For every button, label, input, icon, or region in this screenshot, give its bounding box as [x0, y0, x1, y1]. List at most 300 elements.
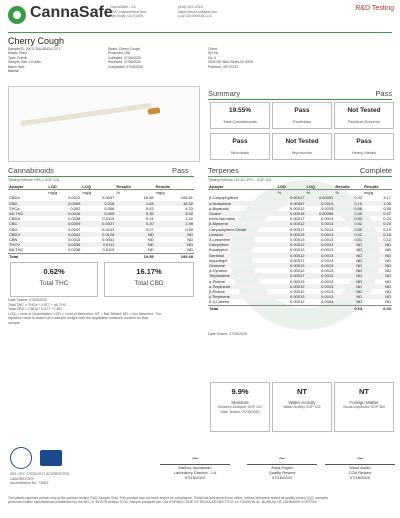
table-cell: α-Terpinene	[208, 284, 277, 289]
table-cell: α-Pinene	[209, 278, 226, 284]
table-cell: ND	[356, 257, 363, 263]
table-cell: 3.17	[383, 195, 391, 201]
table-cell: 0.00055	[305, 211, 334, 216]
table-cell: Isopulegol	[209, 257, 228, 263]
table-cell: 0.20	[115, 221, 154, 226]
signature-image: ~	[191, 454, 199, 464]
table-cell: Guaiol	[208, 211, 277, 216]
table-cell: 0.0013	[321, 289, 334, 295]
table-cell: 2.42	[185, 216, 193, 222]
table-cell: CBDA	[9, 216, 21, 222]
table-cell: 0.39	[115, 211, 154, 216]
card-value: Pass	[294, 107, 310, 114]
table-cell: γ-Terpinene	[208, 294, 277, 299]
table-cell: 0.00017	[277, 273, 306, 278]
table-cell: δ-Limonene	[209, 237, 231, 243]
table-cell: 0.0013	[321, 237, 334, 243]
table-cell: ND	[155, 242, 194, 247]
table-cell: 0.00013	[289, 237, 305, 243]
table-cell: ND	[363, 294, 392, 299]
table-cell: 0.24	[383, 216, 391, 222]
table-cell: ND	[385, 268, 391, 274]
table-cell: THCV	[8, 242, 47, 247]
table-cell: ND	[115, 232, 154, 237]
table-cell: ND	[147, 247, 154, 253]
table-cell: 0.0013	[321, 268, 334, 274]
info-line: Batch#:	[8, 69, 20, 74]
cannabinoids-notes	[8, 298, 202, 326]
lab-contact	[178, 5, 217, 19]
column-header: LOD	[47, 184, 81, 190]
table-cell: 165.81	[180, 195, 193, 201]
cannabinoids-title: Cannabinoids	[8, 166, 54, 175]
footer-line: performed within specifications established by the BCC in 16 CCR section 5730. Sample prepared per CALIFORNIA CODE OF REGULATIONS TITLE 16, DIVISION 42. BUREAU OF CANNABIS CONTROL	[8, 500, 318, 505]
table-cell: 0.00012	[289, 289, 305, 295]
table-cell: 0.0013	[321, 278, 334, 284]
table-cell: Δ8-THC	[9, 247, 24, 253]
summary-divider	[208, 99, 392, 100]
signature-image: ~	[278, 454, 286, 464]
extra-date: Date Tested: 07/09/2020	[220, 409, 260, 414]
pjla-logo-icon	[40, 450, 62, 466]
table-cell: 1.63	[115, 201, 154, 206]
table-cell: ND	[147, 237, 154, 243]
table-cell: 0.0115	[102, 216, 115, 222]
signer-title: Laboratory Director - LA	[173, 469, 217, 475]
table-cell: 0.20	[363, 221, 392, 226]
table-cell: Δ9-THC	[8, 211, 47, 216]
signature-block	[160, 454, 230, 480]
extra-value: NT	[359, 387, 369, 396]
unit-cell: mg/g	[364, 190, 374, 196]
table-cell: Terpinolene	[208, 273, 277, 278]
table-cell: 0.01	[354, 237, 363, 243]
table-cell: ND	[363, 263, 392, 268]
table-cell: 0.00013	[277, 294, 306, 299]
report-type: R&D Testing	[355, 5, 394, 12]
column-header: Analyte	[8, 184, 47, 190]
leaf-logo-icon	[8, 6, 26, 24]
table-cell: 0.00012	[289, 205, 305, 211]
table-cell: ND	[363, 242, 392, 247]
table-cell: 0.0115	[102, 247, 115, 253]
terpenes-date: Date Tested: 07/08/2020	[208, 332, 248, 336]
summary-card	[272, 133, 332, 160]
moisture-box	[210, 382, 270, 432]
column-header: LOD	[277, 184, 306, 190]
column-header: LOQ	[305, 184, 334, 190]
table-cell: ND	[334, 253, 363, 258]
sign-date: 07/16/2020	[349, 474, 371, 480]
header-divider	[8, 32, 392, 33]
table-cell: 0.0041	[102, 237, 115, 243]
table-cell: Camphene	[208, 242, 277, 247]
summary-card	[210, 133, 270, 160]
table-cell: ND	[356, 289, 363, 295]
summary-status: Pass	[375, 89, 392, 98]
table-cell: 0.00017	[289, 226, 305, 232]
table-cell: Eucalyptol	[209, 247, 228, 253]
summary-title: Summary	[208, 89, 241, 98]
note-line: sample.	[8, 320, 21, 325]
total-cbd-label: Total CBD	[134, 280, 164, 287]
unit-cell: %	[277, 190, 282, 196]
table-cell: 0.018	[81, 201, 115, 206]
table-cell: ND	[385, 278, 391, 284]
table-cell: 0.0013	[321, 226, 334, 232]
info-line: SN Inc	[208, 51, 219, 56]
table-cell: 0.0111	[81, 242, 115, 247]
table-cell: 0.0013	[305, 253, 334, 258]
info-line: Sample ID: 2007CSALA8424.7071	[8, 47, 61, 51]
terpenes-status: Complete	[359, 166, 392, 175]
table-cell: 0.05	[334, 211, 363, 216]
cannabinoids-method: Testing method: HPLC-SOP 101	[8, 178, 60, 182]
table-cell: 0.0013	[305, 201, 334, 206]
table-cell: CBC	[8, 221, 47, 226]
card-value: Not Tested	[347, 107, 381, 114]
table-cell: 1.99	[155, 221, 194, 226]
table-cell: 0.0013	[321, 257, 334, 263]
extra-label: Foreign Matter	[349, 400, 379, 405]
extra-label: Moisture	[231, 400, 249, 405]
card-value: Not Tested	[285, 138, 319, 145]
total-thc-box	[10, 262, 98, 297]
accreditation-line: Accreditation No. 73653	[10, 481, 49, 486]
table-cell: 0.0027	[81, 221, 115, 226]
info-line: Completed: 07/16/2020	[108, 64, 144, 69]
signer-name: Musa Aman	[349, 464, 371, 470]
table-cell: 0.00057	[277, 201, 306, 206]
terpenes-method: Testing method: HS-GC-FID – SOP 201	[208, 178, 272, 182]
table-cell: ND	[385, 257, 391, 263]
table-cell: 0.0004	[321, 299, 334, 305]
total-cbd-value: 16.17%	[136, 267, 162, 276]
table-cell: 0.0126	[81, 232, 115, 237]
table-cell: 0.0013	[321, 247, 334, 253]
table-cell: 0.00051	[318, 195, 334, 201]
total-thc-label: Total THC	[39, 280, 69, 287]
table-cell: 0.00012	[277, 253, 306, 258]
table-cell: ND	[115, 242, 154, 247]
table-cell: 3.92	[155, 211, 194, 216]
table-cell: 0.02	[334, 221, 363, 226]
table-cell: 0.02	[354, 226, 363, 232]
signature-block	[325, 454, 395, 480]
table-cell: 0.12	[383, 237, 391, 243]
column-header: Analyte	[208, 184, 277, 190]
total-cell	[81, 253, 115, 259]
unit-cell: %	[306, 190, 311, 196]
contact-line: (818) 922-2416	[178, 5, 203, 9]
accreditation-seal-icon	[10, 447, 32, 469]
card-value: Pass	[232, 138, 248, 145]
total-cell: Total	[8, 253, 47, 259]
column-header: Results	[363, 184, 392, 190]
foreign-matter-box	[334, 382, 394, 432]
table-cell: ND	[334, 242, 363, 247]
total-row	[208, 305, 392, 311]
table-cell: 0.0042	[47, 232, 81, 237]
table-cell: ND	[334, 294, 363, 299]
cannabinoids-divider	[8, 176, 194, 177]
table-cell: CBN	[9, 237, 18, 243]
sample-name: Cherry Cough	[8, 36, 65, 46]
table-cell: 0.0037	[102, 195, 115, 201]
extra-value: NT	[297, 387, 307, 396]
table-cell: 0.0013	[305, 242, 334, 247]
table-cell: ND	[187, 247, 193, 253]
signer-title: Quality Review	[268, 469, 296, 475]
info-line: Received: 07/06/2020	[108, 60, 141, 65]
extra-method: Visual Inspection SOP 600	[342, 405, 386, 409]
table-cell: β-Myrcene	[208, 221, 277, 226]
card-value: 19.55%	[228, 107, 252, 114]
extra-method: Moisture Analyzer SOP 131	[217, 405, 263, 409]
table-cell: 0.07	[145, 226, 154, 232]
accreditation-line: ISO / IEC 17025:2017 ACCREDITED	[10, 472, 70, 476]
table-cell: ND	[155, 232, 194, 237]
note-line: LOQ = Limit of Quantitation; LOD = Limit of Detection; NT = Not Tested; ND = Not Detected. The	[8, 311, 162, 316]
table-cell: β-Caryophyllene	[209, 195, 239, 201]
unit-cell: %	[116, 190, 120, 196]
table-cell: 0.0012	[68, 195, 81, 201]
table-cell: ND	[385, 289, 391, 295]
table-cell: ND	[363, 253, 392, 258]
total-thc-value: 0.62%	[43, 267, 65, 276]
terpenes-table	[208, 184, 392, 311]
signature-block	[247, 454, 317, 480]
table-cell: 0.10	[334, 201, 363, 206]
table-cell: ND	[356, 268, 363, 274]
unit-cell: %	[335, 190, 339, 196]
info-line: Portland, OR 97220	[208, 64, 238, 69]
extra-value: 9.9%	[231, 387, 249, 396]
extra-method: Water Activity SOP 102	[283, 405, 321, 409]
table-cell: 0.00013	[277, 263, 306, 268]
total-cell	[277, 305, 306, 311]
table-cell: 16.32	[155, 201, 194, 206]
signer-name: Anya Engen	[271, 464, 293, 470]
total-cell: Total	[208, 305, 277, 311]
table-cell: ND	[334, 273, 363, 278]
info-line: Batch Size:	[8, 64, 26, 69]
report-header	[0, 0, 400, 32]
column-header: LOQ	[81, 184, 115, 190]
table-cell: Caryophyllene Oxide	[209, 226, 247, 232]
water-activity-box	[272, 382, 332, 432]
cannabinoids-status: Pass	[172, 166, 189, 175]
table-cell: 0.47	[363, 211, 392, 216]
table-cell: CBD	[8, 201, 47, 206]
sample-info-left	[8, 47, 60, 73]
table-cell: 1.00	[363, 201, 392, 206]
sign-date: 07/16/2020	[184, 474, 206, 480]
report-footer	[8, 496, 392, 504]
table-cell: CBG	[9, 226, 18, 232]
table-cell: 0.0038	[68, 247, 81, 253]
table-cell: 0.00015	[277, 232, 306, 237]
table-cell: 0.19	[383, 226, 391, 232]
accreditation-text	[10, 472, 100, 486]
table-cell: 0.00013	[289, 247, 305, 253]
table-cell: 0.16	[363, 232, 392, 237]
table-cell: 0.0013	[305, 284, 334, 289]
brand-name: CannaSafe	[30, 4, 113, 21]
total-cbd-box	[104, 262, 194, 297]
summary-card	[334, 102, 394, 129]
total-cell: 195.48	[155, 253, 194, 259]
table-cell: 0.0016	[47, 211, 81, 216]
table-cell: 0.06	[354, 205, 363, 211]
table-cell: ND	[356, 278, 363, 284]
card-label: Total Cannabinoids	[222, 119, 258, 124]
table-cell: 0.0038	[68, 216, 81, 222]
table-cell: 0.0059	[47, 201, 81, 206]
total-row	[8, 253, 194, 259]
total-cell	[305, 305, 334, 311]
column-header: Results	[155, 184, 194, 190]
total-cell: 0.63	[334, 305, 363, 311]
table-cell: ND	[356, 247, 363, 253]
signer-title: COA Review	[348, 469, 372, 475]
table-cell: δ-3-Carene	[209, 299, 230, 305]
card-label: Mycotoxins	[291, 150, 312, 155]
info-line: Strain: Cherry Cough	[108, 47, 140, 51]
table-cell: 16.58	[143, 195, 154, 201]
table-cell: 0.0013	[305, 232, 334, 237]
table-cell: CBDa	[9, 195, 20, 201]
product-photo	[8, 86, 200, 162]
note-line: Total CBD = CBDa * 0.877 + CBD	[8, 307, 62, 312]
table-cell: 0.00012	[277, 221, 306, 226]
table-cell: 0.005	[81, 211, 115, 216]
card-label: Microbials	[230, 150, 249, 155]
lab-address	[110, 5, 147, 19]
table-cell: 0.0036	[47, 242, 81, 247]
sample-info-mid	[108, 47, 143, 69]
address-line: Van Nuys, CA 91406	[110, 14, 144, 19]
contact-line[interactable]: https://www.csalabs.com	[178, 9, 218, 14]
table-cell: ND	[356, 299, 363, 305]
table-cell: ND	[187, 237, 193, 243]
table-cell: 0.00013	[289, 278, 305, 284]
info-line: 3333 NE Wiki Givers Dr, #205	[208, 60, 254, 65]
table-cell: 0.02	[334, 232, 363, 237]
table-cell: 0.00012	[277, 284, 306, 289]
terpenes-divider	[208, 176, 392, 177]
address-line: CannaSafe - LA	[110, 5, 136, 9]
column-header: Results	[334, 184, 363, 190]
table-cell: 0.00017	[289, 195, 305, 201]
table-cell: 0.006	[104, 205, 115, 211]
terpenes-title: Terpenes	[208, 166, 239, 175]
table-cell: 0.00012	[289, 268, 305, 274]
table-cell: CBDV	[8, 232, 47, 237]
table-cell: THCa	[9, 205, 20, 211]
card-label: Heavy Metals	[351, 150, 377, 155]
table-cell: Ocimene	[208, 263, 277, 268]
accreditation-line: LABORATORY	[10, 476, 35, 481]
note-line: Date Tested: 07/09/2020	[8, 298, 48, 302]
sign-date: 07/16/2020	[271, 474, 293, 480]
table-cell: 0.0013	[321, 216, 334, 222]
note-line: reported result is based on a sample weight with the applicable moisture content for that	[8, 316, 148, 321]
table-cell: α-Bisabolol	[209, 205, 229, 211]
signer-name: Mallory Speakman	[178, 464, 212, 470]
table-cell: 0.0013	[305, 221, 334, 226]
card-value: Pass	[356, 138, 372, 145]
table-cell: Geraniol	[208, 253, 277, 258]
table-cell: 0.00017	[289, 257, 305, 263]
info-line: Lic. #	[208, 55, 217, 60]
table-cell: α-Humulene	[208, 201, 277, 206]
info-line: Sample Size: 10 units	[8, 60, 41, 65]
summary-card	[210, 102, 270, 129]
table-cell: p-Cymene	[209, 268, 228, 274]
card-label: Residual Solvents	[347, 119, 381, 124]
contact-line: Lic# C8-0000040-LIC	[178, 14, 213, 19]
table-cell: 0.0013	[321, 205, 334, 211]
table-cell: Linalool	[208, 232, 277, 237]
table-cell: 0.43	[145, 205, 154, 211]
signature-image: ~	[356, 454, 364, 464]
table-cell: β-Pinene	[209, 289, 226, 295]
info-line: Client	[208, 47, 217, 51]
table-cell: 0.02	[354, 216, 363, 222]
client-info	[208, 47, 253, 69]
table-cell: 0.0143	[102, 226, 115, 232]
table-cell: 0.0013	[305, 294, 334, 299]
table-cell: 0.69	[185, 226, 193, 232]
info-line: Matrix: Plant	[8, 51, 27, 56]
table-cell: ND	[385, 299, 391, 305]
table-cell: 0.0047	[68, 226, 81, 232]
unit-cell: mg/g	[155, 190, 165, 196]
table-cell: 4.33	[185, 205, 193, 211]
info-line: Collected: 07/06/2020	[108, 55, 141, 60]
table-cell: ND	[363, 284, 392, 289]
table-cell: 0.00018	[277, 211, 306, 216]
address-line: 7027 Hayvenhurst Ave.	[110, 9, 148, 14]
total-cell: 6.33	[363, 305, 392, 311]
table-cell: 0.24	[145, 216, 154, 222]
total-cell	[47, 253, 81, 259]
table-cell: 0.002	[70, 205, 81, 211]
table-cell: 0.0013	[305, 273, 334, 278]
table-cell: 0.0009	[47, 221, 81, 226]
table-cell: ND	[385, 247, 391, 253]
table-cell: 0.32	[354, 195, 363, 201]
table-cell: trans-Nerolidol	[209, 216, 236, 222]
table-cell: ND	[334, 284, 363, 289]
table-cell: ND	[363, 273, 392, 278]
note-line: Total THC = THCa * 0.877 + d9-THC	[8, 302, 67, 307]
unit-cell: mg/g	[48, 190, 58, 196]
table-cell: ND	[334, 263, 363, 268]
table-cell: 0.55	[383, 205, 391, 211]
table-cell: 0.0013	[305, 263, 334, 268]
table-cell: 0.00017	[289, 216, 305, 222]
footer-line: The values reported pertain only to the product tested. R&D Sample Only. This product has not been tested for compliance. Tested as-is/received from client. Unless otherwise stated all quality control (QC) samples	[8, 496, 329, 500]
summary-card	[334, 133, 394, 160]
extra-label: Water Activity	[288, 400, 316, 405]
info-line: Produced: N/A	[108, 51, 131, 56]
summary-card	[272, 102, 332, 129]
table-cell: 0.00012	[289, 299, 305, 305]
column-header: Results	[115, 184, 154, 190]
table-cell: 0.0014	[68, 237, 81, 243]
